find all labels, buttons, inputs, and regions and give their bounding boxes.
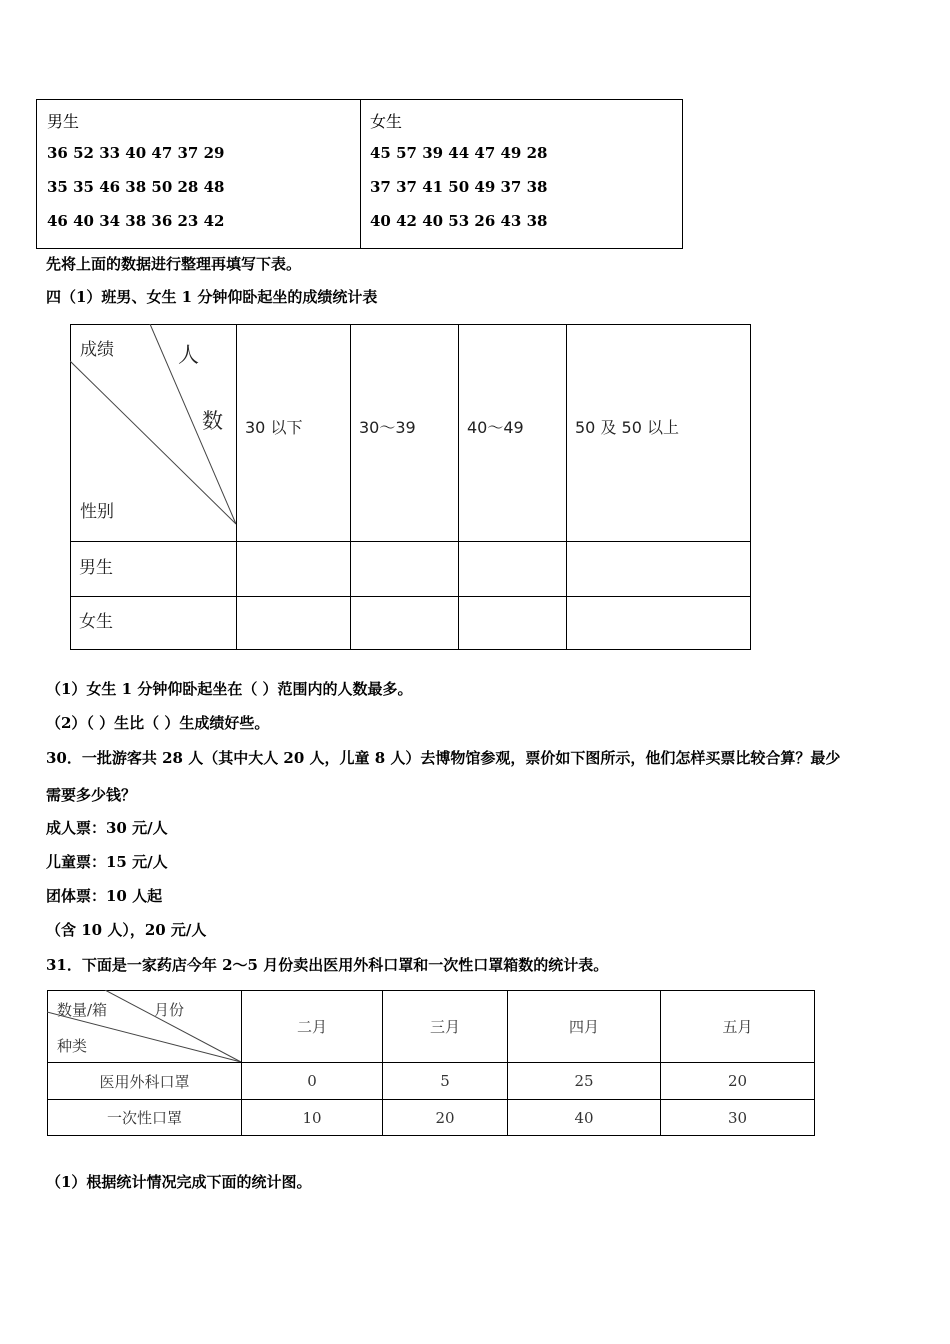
row-header-surgical-mask: 医用外科口罩 [47, 1062, 242, 1100]
child-ticket-price: 儿童票：15 元/人 [46, 853, 168, 871]
q29-sub2: （2）（ ）生比（ ）生成绩好些。 [46, 714, 270, 732]
col-header-40-49 [458, 324, 567, 542]
answer-cell[interactable] [350, 596, 459, 650]
girls-row-1: 45 57 39 44 47 49 28 [370, 144, 548, 162]
answer-cell[interactable] [458, 596, 567, 650]
table-cell: 25 [507, 1062, 661, 1100]
raw-data-table [36, 99, 683, 249]
q31-intro: 31．下面是一家药店今年 2～5 月份卖出医用外科口罩和一次性口罩箱数的统计表。 [46, 956, 609, 974]
table-cell: 10 [241, 1099, 383, 1136]
q29-sub1: （1）女生 1 分钟仰卧起坐在（ ）范围内的人数最多。 [46, 680, 413, 698]
row-header-label: 男生 [79, 558, 113, 578]
col-header-label: 50 及 50 以上 [575, 418, 679, 437]
table-cell: 5 [382, 1062, 508, 1100]
boys-column [37, 100, 361, 248]
table-cell: 0 [241, 1062, 383, 1100]
col-header-label: 30～39 [359, 418, 416, 437]
row-header-label: 女生 [79, 612, 113, 632]
table2-title: 四（1）班男、女生 1 分钟仰卧起坐的成绩统计表 [46, 288, 378, 306]
boys-header: 男生 [47, 112, 80, 131]
group-ticket-line1: 团体票：10 人起 [46, 887, 163, 905]
answer-cell[interactable] [236, 541, 351, 597]
corner-quantity-label: 数量/箱 [57, 1001, 108, 1019]
table-cell: 30 [660, 1099, 815, 1136]
score-stat-table [70, 324, 751, 650]
corner-kind-label: 种类 [57, 1037, 88, 1055]
answer-cell[interactable] [566, 596, 751, 650]
corner-cell [70, 324, 237, 542]
corner-cell [47, 990, 242, 1063]
corner-gender-label: 性别 [80, 502, 114, 522]
month-header: 四月 [507, 990, 661, 1063]
boys-row-1: 36 52 33 40 47 37 29 [47, 144, 225, 162]
answer-cell[interactable] [236, 596, 351, 650]
answer-cell[interactable] [458, 541, 567, 597]
corner-count-label: 数 [202, 409, 223, 433]
mask-sales-table [47, 990, 815, 1136]
table-cell: 20 [382, 1099, 508, 1136]
girls-column [360, 100, 682, 248]
month-header: 五月 [660, 990, 815, 1063]
group-ticket-line2: （含 10 人），20 元/人 [46, 921, 207, 939]
month-header: 二月 [241, 990, 383, 1063]
col-header-label: 30 以下 [245, 418, 303, 437]
girls-header: 女生 [370, 112, 403, 131]
month-header: 三月 [382, 990, 508, 1063]
answer-cell[interactable] [566, 541, 751, 597]
q31-sub1: （1）根据统计情况完成下面的统计图。 [46, 1173, 312, 1191]
q30-line2: 需要多少钱？ [46, 786, 137, 804]
boys-row-2: 35 35 46 38 50 28 48 [47, 178, 225, 196]
col-header-label: 40～49 [467, 418, 524, 437]
boys-row-3: 46 40 34 38 36 23 42 [47, 212, 225, 230]
adult-ticket-price: 成人票：30 元/人 [46, 819, 168, 837]
corner-score-label: 成绩 [80, 340, 114, 360]
corner-month-label: 月份 [154, 1001, 185, 1019]
col-header-50-plus [566, 324, 751, 542]
corner-people-label: 人 [178, 343, 199, 367]
row-header-disposable-mask: 一次性口罩 [47, 1099, 242, 1136]
row-header-girls [70, 596, 237, 650]
answer-cell[interactable] [350, 541, 459, 597]
col-header-under-30 [236, 324, 351, 542]
row-header-boys [70, 541, 237, 597]
instruction-text: 先将上面的数据进行整理再填写下表。 [46, 255, 302, 273]
q30-line1: 30．一批游客共 28 人（其中大人 20 人，儿童 8 人）去博物馆参观，票价如下图所示，他们怎样买票比较合算？最少 [46, 749, 841, 767]
table-cell: 40 [507, 1099, 661, 1136]
girls-row-3: 40 42 40 53 26 43 38 [370, 212, 548, 230]
table-cell: 20 [660, 1062, 815, 1100]
col-header-30-39 [350, 324, 459, 542]
girls-row-2: 37 37 41 50 49 37 38 [370, 178, 548, 196]
